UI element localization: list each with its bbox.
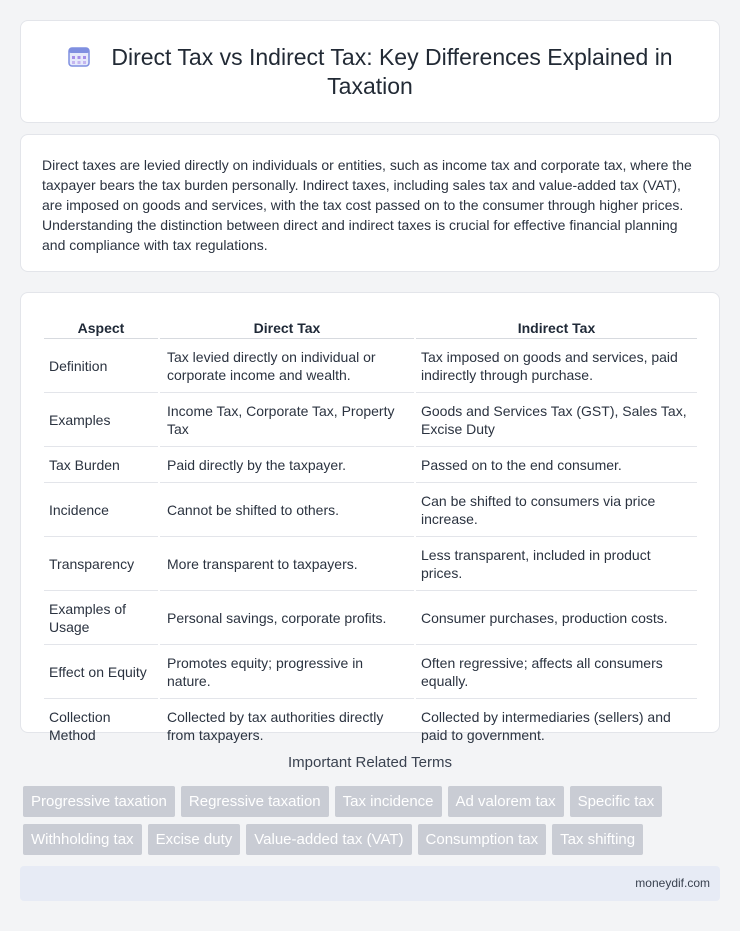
cell-direct: Promotes equity; progressive in nature.	[160, 647, 414, 699]
intro-paragraph: Direct taxes are levied directly on individuals or entities, such as income tax and corporate tax, where the taxpayer bears the tax burden personally. Indirect taxes, including sales tax and value-added tax (VAT), are imposed on goods and services, with the tax cost passed on to the consumer through higher prices. Understanding the distinction between direct and indirect taxes is crucial for effective financial planning and compliance with tax regulations.	[42, 157, 692, 253]
tag-ad-valorem-tax[interactable]: Ad valorem tax	[448, 786, 564, 817]
comparison-table	[42, 315, 699, 754]
footer-site-link[interactable]: moneydif.com	[635, 876, 710, 890]
table-row	[44, 485, 697, 537]
table-row	[44, 395, 697, 447]
intro-card	[20, 134, 720, 272]
tag-tax-shifting[interactable]: Tax shifting	[552, 824, 643, 855]
cell-indirect: Can be shifted to consumers via price increase.	[416, 485, 697, 537]
tag-withholding-tax[interactable]: Withholding tax	[23, 824, 142, 855]
table-row	[44, 701, 697, 752]
table-row	[44, 449, 697, 483]
header-card	[20, 20, 720, 123]
tag-specific-tax[interactable]: Specific tax	[570, 786, 663, 817]
cell-direct: Tax levied directly on individual or corporate income and wealth.	[160, 341, 414, 393]
table-header-row	[44, 317, 697, 339]
header-aspect: Aspect	[44, 317, 158, 339]
tag-excise-duty[interactable]: Excise duty	[148, 824, 241, 855]
cell-indirect: Tax imposed on goods and services, paid indirectly through purchase.	[416, 341, 697, 393]
tag-value-added-tax[interactable]: Value-added tax (VAT)	[246, 824, 411, 855]
cell-aspect: Examples of Usage	[44, 593, 158, 645]
cell-aspect: Incidence	[44, 485, 158, 537]
header-indirect-tax: Indirect Tax	[416, 317, 697, 339]
tag-consumption-tax[interactable]: Consumption tax	[418, 824, 547, 855]
page-title-wrap	[61, 43, 679, 101]
cell-direct: Income Tax, Corporate Tax, Property Tax	[160, 395, 414, 447]
cell-direct: Personal savings, corporate profits.	[160, 593, 414, 645]
header-direct-tax: Direct Tax	[160, 317, 414, 339]
related-terms-heading: Important Related Terms	[288, 754, 452, 771]
calendar-grid-icon	[67, 46, 91, 68]
cell-indirect: Goods and Services Tax (GST), Sales Tax, Excise Duty	[416, 395, 697, 447]
table-row	[44, 539, 697, 591]
page-title: Direct Tax vs Indirect Tax: Key Differences Explained in Taxation	[111, 44, 673, 99]
cell-aspect: Examples	[44, 395, 158, 447]
comparison-table-card	[20, 292, 720, 743]
cell-direct: Collected by tax authorities directly from taxpayers.	[167, 709, 384, 743]
table-row	[44, 647, 697, 699]
cell-aspect: Transparency	[44, 539, 158, 591]
cell-direct: Cannot be shifted to others.	[160, 485, 414, 537]
footer-bar	[20, 866, 720, 901]
cell-direct: More transparent to taxpayers.	[160, 539, 414, 591]
cell-aspect: Collection Method	[49, 709, 111, 743]
cell-indirect: Consumer purchases, production costs.	[416, 593, 697, 645]
tag-tax-incidence[interactable]: Tax incidence	[335, 786, 442, 817]
cell-direct: Paid directly by the taxpayer.	[160, 449, 414, 483]
tag-progressive-taxation[interactable]: Progressive taxation	[23, 786, 175, 817]
cell-aspect: Tax Burden	[44, 449, 158, 483]
cell-indirect: Collected by intermediaries (sellers) and paid to government.	[421, 709, 671, 743]
cell-aspect: Definition	[44, 341, 158, 393]
table-row	[44, 593, 697, 645]
cell-indirect: Passed on to the end consumer.	[416, 449, 697, 483]
tag-regressive-taxation[interactable]: Regressive taxation	[181, 786, 329, 817]
cell-aspect: Effect on Equity	[44, 647, 158, 699]
related-terms-tags	[23, 786, 723, 855]
cell-indirect: Less transparent, included in product prices.	[416, 539, 697, 591]
cell-indirect: Often regressive; affects all consumers equally.	[416, 647, 697, 699]
table-row	[44, 341, 697, 393]
